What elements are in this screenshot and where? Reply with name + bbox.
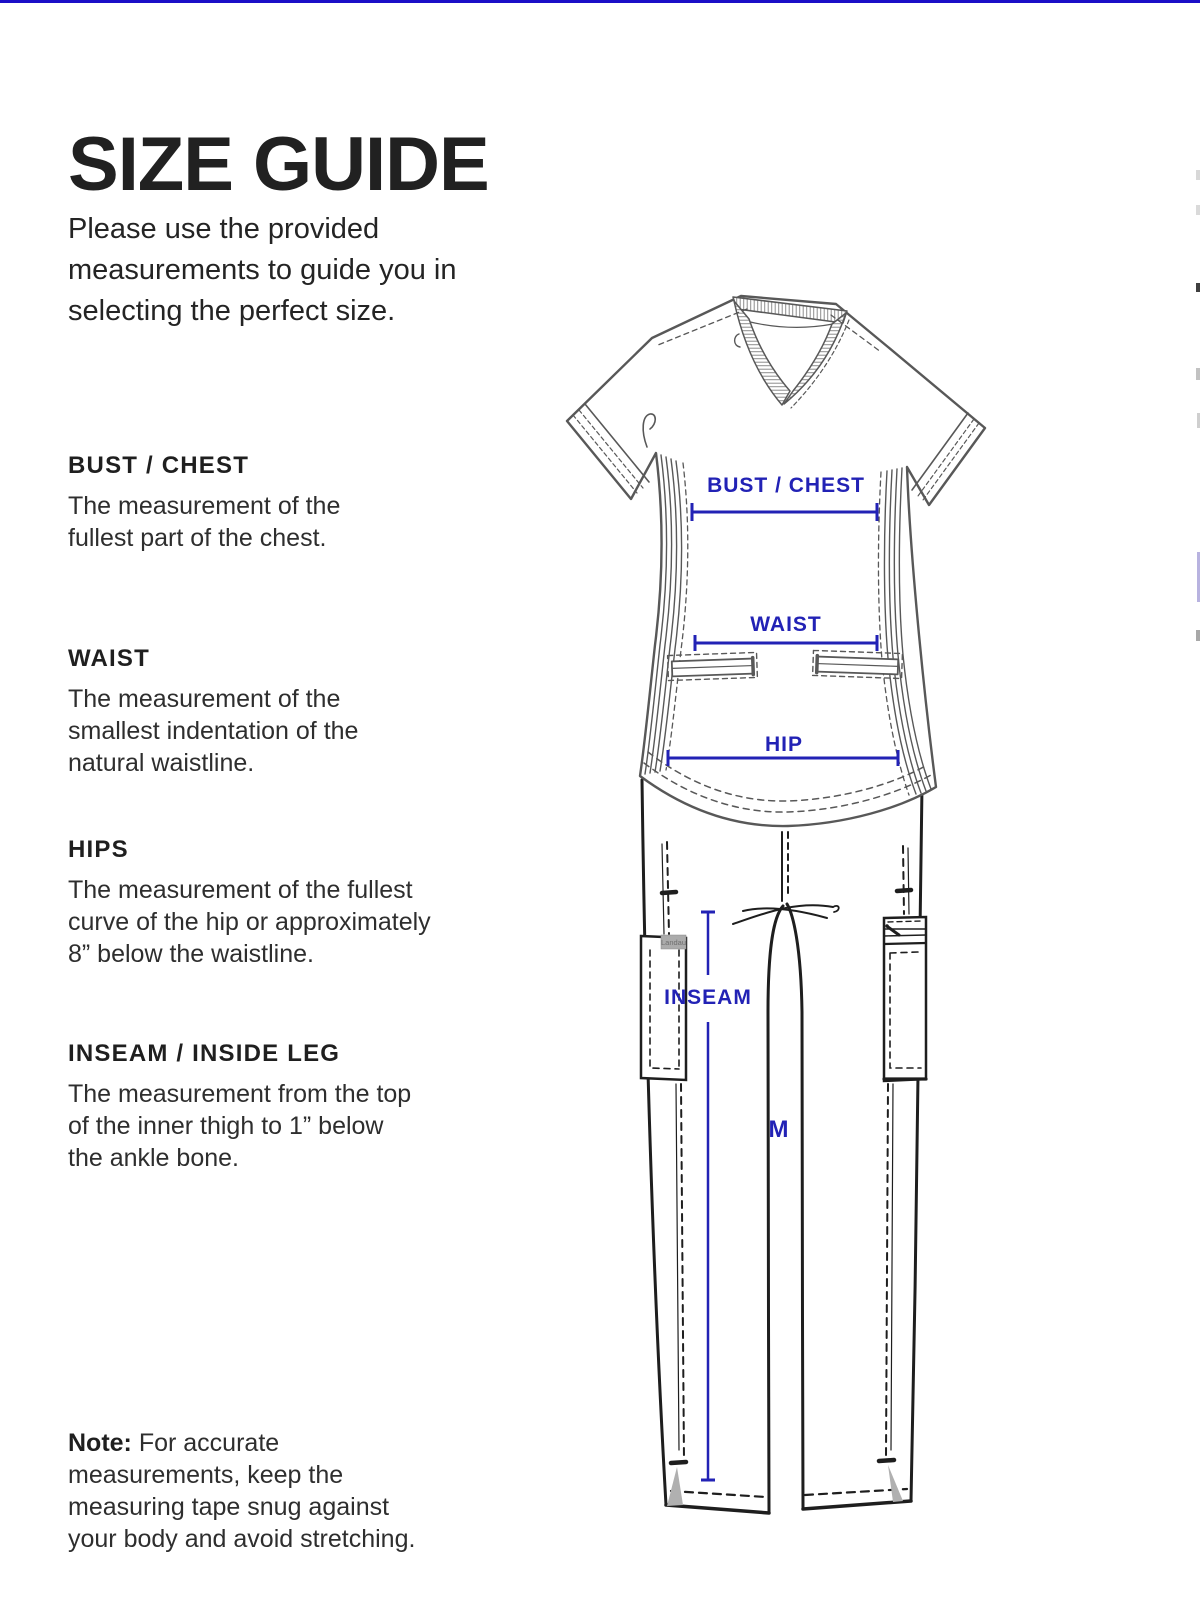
note-paragraph bbox=[68, 1427, 415, 1555]
body-line: natural waistline. bbox=[68, 749, 255, 777]
left-crease-dashed bbox=[667, 842, 669, 934]
hem-vent-shading bbox=[667, 1467, 683, 1506]
edge-artifact bbox=[1196, 368, 1200, 380]
body-line: the ankle bone. bbox=[68, 1144, 239, 1172]
hem-vent-shading bbox=[888, 1465, 903, 1502]
edge-artifact bbox=[1196, 205, 1200, 215]
note-label: Note: bbox=[68, 1429, 132, 1457]
body-line: 8” below the waistline. bbox=[68, 940, 314, 968]
body-line: The measurement from the top bbox=[68, 1080, 412, 1108]
right-cargo-pocket bbox=[884, 917, 926, 1081]
right-seam-thin bbox=[908, 848, 909, 914]
intro-paragraph bbox=[68, 209, 457, 332]
section-waist bbox=[68, 645, 358, 779]
pants-right-hem bbox=[803, 1501, 911, 1509]
note-line bbox=[68, 1427, 415, 1459]
section-bust-chest bbox=[68, 452, 340, 554]
section-hips bbox=[68, 836, 431, 970]
section-inseam bbox=[68, 1040, 411, 1174]
inseam-label: INSEAM bbox=[664, 986, 752, 1009]
waist-label: WAIST bbox=[750, 613, 822, 636]
note-line: measurements, keep the bbox=[68, 1461, 344, 1489]
scrubs-size-diagram bbox=[540, 282, 1000, 1522]
left-hem-stitch-dashed bbox=[671, 1491, 766, 1497]
intro-line: selecting the perfect size. bbox=[68, 295, 396, 327]
section-body bbox=[68, 1078, 411, 1174]
drawstring-end-curl bbox=[833, 906, 839, 912]
drawstring bbox=[733, 905, 833, 924]
right-seam-thin bbox=[891, 1084, 893, 1450]
section-body bbox=[68, 683, 358, 779]
hem-vent-bartack bbox=[879, 1460, 894, 1461]
body-line: The measurement of the fullest bbox=[68, 876, 413, 904]
edge-artifact bbox=[1196, 170, 1200, 180]
body-line: fullest part of the chest. bbox=[68, 524, 327, 552]
zipper-line bbox=[884, 943, 926, 944]
waist-bartack bbox=[662, 892, 676, 893]
section-body bbox=[68, 874, 431, 970]
section-heading: INSEAM / INSIDE LEG bbox=[68, 1040, 341, 1067]
body-line: The measurement of the bbox=[68, 492, 341, 520]
right-crease-dashed bbox=[903, 846, 904, 914]
hem-vent-bartack bbox=[671, 1462, 686, 1463]
pants-right-inseam-edge bbox=[787, 904, 803, 1509]
scrub-pants-drawing bbox=[641, 780, 926, 1513]
left-seam-thin bbox=[676, 1084, 679, 1450]
brand-tag-text: Landau bbox=[660, 938, 687, 947]
left-crease-dashed bbox=[681, 1084, 684, 1460]
note-line-rest: For accurate bbox=[131, 1429, 280, 1457]
right-crease-dashed bbox=[886, 1084, 888, 1456]
intro-line: Please use the provided bbox=[68, 213, 380, 245]
bust-chest-label: BUST / CHEST bbox=[707, 474, 865, 497]
hip-label: HIP bbox=[764, 733, 804, 756]
body-line: of the inner thigh to 1” below bbox=[68, 1112, 384, 1140]
left-seam-thin bbox=[662, 844, 664, 934]
section-heading: WAIST bbox=[68, 645, 150, 672]
section-heading: HIPS bbox=[68, 836, 129, 863]
pants-left-hem bbox=[666, 1505, 769, 1513]
zipper-line bbox=[884, 935, 926, 936]
pants-right-outer-seam bbox=[911, 786, 922, 1501]
note-line: measuring tape snug against bbox=[68, 1493, 390, 1521]
body-line: smallest indentation of the bbox=[68, 717, 359, 745]
section-heading: BUST / CHEST bbox=[68, 452, 250, 479]
note-line: your body and avoid stretching. bbox=[68, 1525, 416, 1553]
section-body bbox=[68, 490, 340, 554]
body-line: The measurement of the bbox=[68, 685, 341, 713]
pants-left-inseam-edge bbox=[768, 906, 783, 1513]
intro-line: measurements to guide you in bbox=[68, 254, 457, 286]
edge-artifact bbox=[1196, 630, 1200, 641]
page-title: SIZE GUIDE bbox=[68, 121, 489, 207]
size-letter-label: M bbox=[768, 1116, 790, 1143]
top-border-line bbox=[0, 0, 1200, 3]
edge-artifact bbox=[1196, 283, 1200, 292]
body-line: curve of the hip or approximately bbox=[68, 908, 431, 936]
